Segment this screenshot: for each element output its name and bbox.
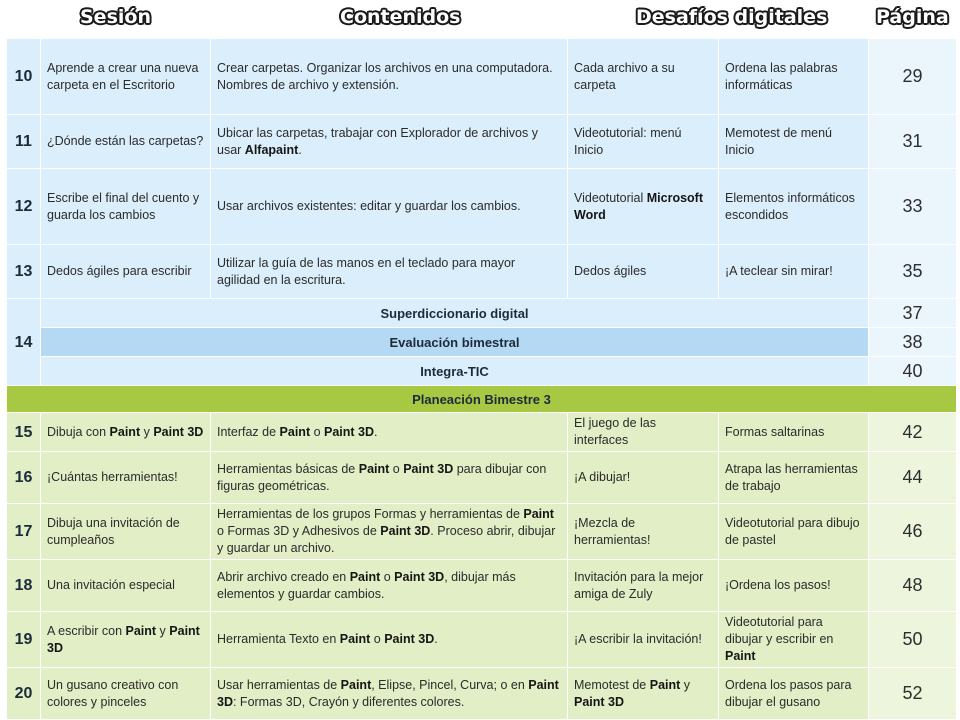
text: para dibujar con figuras geométricas.: [217, 461, 547, 493]
page-number: 42: [869, 413, 957, 452]
table-row: [7, 169, 957, 245]
session-number: 12: [7, 169, 41, 245]
page-number: 31: [869, 115, 957, 169]
challenge-1: Dedos ágiles: [568, 245, 719, 299]
session-number: 20: [7, 668, 41, 720]
session-title: ¡Cuántas herramientas!: [41, 452, 211, 504]
challenge-2: Elementos informáticos escondidos: [719, 169, 869, 245]
header-sesion: Sesión: [80, 6, 151, 28]
challenge-1: El juego de las interfaces: [568, 413, 719, 452]
text: .: [298, 142, 302, 157]
bold-text: Paint 3D: [403, 461, 454, 476]
page-number: 50: [869, 612, 957, 668]
table-row: [7, 245, 957, 299]
challenge-1: ¡Mezcla de herramientas!: [568, 504, 719, 560]
table-row: [7, 115, 957, 169]
table-row: [7, 668, 957, 720]
table-row: [7, 413, 957, 452]
session-item: Evaluación bimestral: [41, 328, 869, 357]
table-row: [7, 452, 957, 504]
bold-text: Paint 3D: [380, 524, 431, 538]
challenge-1: [568, 668, 719, 720]
bold-text: Paint 3D: [384, 632, 435, 646]
challenge-2: [719, 612, 869, 668]
session-contents: [211, 504, 568, 560]
session-number: 18: [7, 560, 41, 612]
session-contents: [211, 452, 568, 504]
table-row: [7, 328, 957, 357]
text: : Formas 3D, Crayón y diferentes colores.: [232, 694, 465, 709]
session-item: Integra-TIC: [41, 357, 869, 386]
text: y: [680, 677, 691, 692]
text: .: [374, 424, 378, 439]
table-header: [0, 0, 960, 38]
text: Herramientas de los grupos Formas y herramientas de: [217, 507, 524, 521]
session-number: 17: [7, 504, 41, 560]
bold-text: Paint: [279, 424, 311, 439]
text: Herramienta Texto en: [217, 632, 340, 646]
table-row: [7, 357, 957, 386]
page-number: 33: [869, 169, 957, 245]
text: . Proceso abrir, dibujar y guardar un archivo.: [217, 524, 556, 555]
section-bar: [7, 386, 957, 413]
session-number: 14: [7, 299, 41, 386]
challenge-2: Ordena los pasos para dibujar el gusano: [719, 668, 869, 720]
text: o: [389, 461, 404, 476]
text: Videotutorial: [574, 190, 647, 205]
text: Herramientas básicas de: [217, 461, 359, 476]
header-pagina: Página: [876, 6, 949, 28]
text: .: [434, 632, 438, 646]
page-number: 44: [869, 452, 957, 504]
bold-text: Paint: [725, 649, 756, 663]
page-number: 52: [869, 668, 957, 720]
text: Videotutorial para dibujar y escribir en: [725, 615, 834, 646]
bold-text: Paint 3D: [574, 694, 625, 709]
sessions-table: [6, 38, 957, 720]
challenge-2: Ordena las palabras informáticas: [719, 39, 869, 115]
text: o: [310, 424, 325, 439]
session-title: [41, 413, 211, 452]
text: o Formas 3D y Adhesivos de: [217, 524, 381, 538]
challenge-1: ¡A escribir la invitación!: [568, 612, 719, 668]
bold-text: Paint: [125, 623, 157, 638]
session-contents: Crear carpetas. Organizar los archivos en una computadora. Nombres de archivo y extensión.: [211, 39, 568, 115]
text: , dibujar más elementos y guardar cambios.: [217, 569, 516, 601]
bold-text: Paint: [649, 677, 681, 692]
text: Dibuja con: [47, 424, 110, 439]
session-contents: [211, 560, 568, 612]
table-row: [7, 612, 957, 668]
text: y: [140, 424, 154, 439]
bold-text: Paint: [523, 507, 554, 521]
session-title: Aprende a crear una nueva carpeta en el Escritorio: [41, 39, 211, 115]
challenge-1: ¡A dibujar!: [568, 452, 719, 504]
text: o: [370, 632, 385, 646]
bold-text: Alfapaint: [244, 142, 299, 157]
session-title: Escribe el final del cuento y guarda los cambios: [41, 169, 211, 245]
bold-text: Paint: [109, 424, 141, 439]
session-contents: Utilizar la guía de las manos en el teclado para mayor agilidad en la escritura.: [211, 245, 568, 299]
session-number: 11: [7, 115, 41, 169]
text: Usar herramientas de: [217, 677, 341, 692]
session-number: 15: [7, 413, 41, 452]
page-number: 37: [869, 299, 957, 328]
page-number: 35: [869, 245, 957, 299]
text: Memotest de: [574, 677, 650, 692]
bold-text: Paint 3D: [47, 623, 200, 655]
challenge-1: Invitación para la mejor amiga de Zuly: [568, 560, 719, 612]
bold-text: Paint 3D: [394, 569, 445, 584]
session-contents: [211, 413, 568, 452]
bold-text: Paint: [349, 569, 381, 584]
session-number: 13: [7, 245, 41, 299]
session-number: 10: [7, 39, 41, 115]
challenge-1: Cada archivo a su carpeta: [568, 39, 719, 115]
text: y: [156, 623, 170, 638]
table-row: [7, 39, 957, 115]
session-title: [41, 612, 211, 668]
session-title: ¿Dónde están las carpetas?: [41, 115, 211, 169]
table-row: [7, 504, 957, 560]
bold-text: Paint: [339, 632, 371, 646]
text: A escribir con: [47, 623, 126, 638]
session-contents: [211, 612, 568, 668]
challenge-2: Atrapa las herramientas de trabajo: [719, 452, 869, 504]
bold-text: Paint 3D: [153, 424, 204, 439]
bold-text: Microsoft Word: [574, 190, 703, 222]
challenge-1: Videotutorial: menú Inicio: [568, 115, 719, 169]
session-item: Superdiccionario digital: [41, 299, 869, 328]
session-contents: [211, 115, 568, 169]
header-desafios: Desafíos digitales: [636, 6, 828, 28]
challenge-2: Memotest de menú Inicio: [719, 115, 869, 169]
session-title: Dedos ágiles para escribir: [41, 245, 211, 299]
text: Abrir archivo creado en: [217, 569, 350, 584]
bold-text: Paint 3D: [324, 424, 375, 439]
challenge-2: ¡Ordena los pasos!: [719, 560, 869, 612]
session-number: 16: [7, 452, 41, 504]
text: o: [380, 569, 395, 584]
table-row: [7, 299, 957, 328]
challenge-1: [568, 169, 719, 245]
bold-text: Paint 3D: [217, 677, 559, 709]
session-title: Un gusano creativo con colores y pinceles: [41, 668, 211, 720]
bold-text: Paint: [358, 461, 390, 476]
session-title: Una invitación especial: [41, 560, 211, 612]
table-row: [7, 560, 957, 612]
page-number: 46: [869, 504, 957, 560]
page-number: 48: [869, 560, 957, 612]
text: , Elipse, Pincel, Curva; o en: [371, 677, 529, 692]
challenge-2: Formas saltarinas: [719, 413, 869, 452]
planeacion-title: Planeación Bimestre 3: [7, 386, 957, 413]
session-contents: [211, 668, 568, 720]
page-number: 29: [869, 39, 957, 115]
text: Interfaz de: [217, 424, 280, 439]
session-contents: Usar archivos existentes: editar y guardar los cambios.: [211, 169, 568, 245]
header-contenidos: Contenidos: [340, 6, 461, 28]
page-number: 38: [869, 328, 957, 357]
page-number: 40: [869, 357, 957, 386]
text: Ubicar las carpetas, trabajar con Explorador de archivos y usar: [217, 125, 538, 157]
session-number: 19: [7, 612, 41, 668]
bold-text: Paint: [340, 677, 372, 692]
challenge-2: Videotutorial para dibujo de pastel: [719, 504, 869, 560]
challenge-2: ¡A teclear sin mirar!: [719, 245, 869, 299]
session-title: Dibuja una invitación de cumpleaños: [41, 504, 211, 560]
